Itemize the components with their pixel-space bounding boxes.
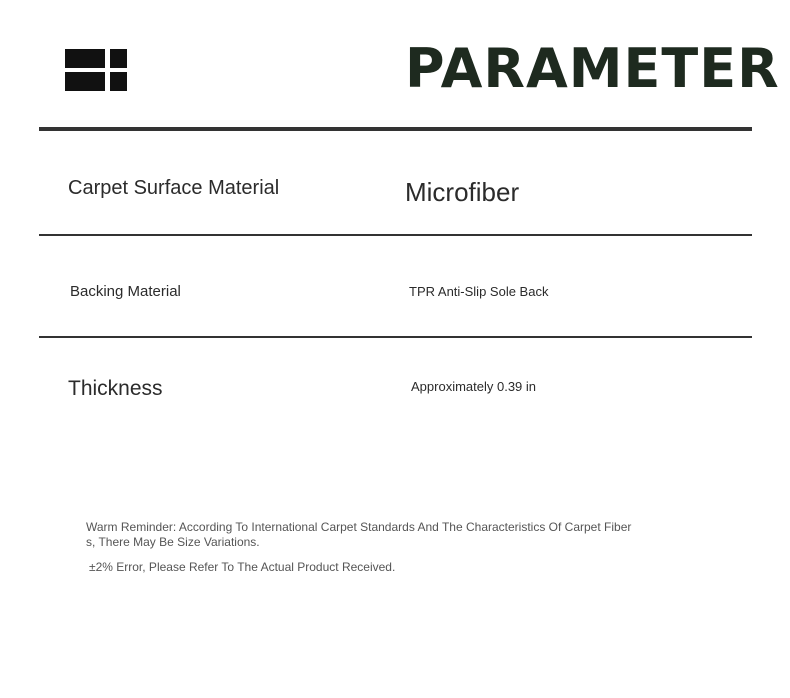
param-value-backing-material: TPR Anti-Slip Sole Back [409, 284, 549, 299]
param-value-surface-material: Microfiber [405, 177, 520, 207]
row-divider [39, 234, 752, 236]
page-title: PARAMETER [405, 37, 780, 100]
error-note: ±2% Error, Please Refer To The Actual Product Received. [89, 560, 396, 574]
row-divider [39, 336, 752, 338]
param-label-thickness: Thickness [68, 377, 163, 400]
param-label-backing-material: Backing Material [70, 283, 181, 300]
param-label-surface-material: Carpet Surface Material [68, 177, 280, 199]
grid-blocks-icon [65, 49, 127, 91]
warm-reminder-note [86, 520, 676, 550]
reminder-line-1: Warm Reminder: According To International Carpet Standards And The Characteristics Of Carpet Fiber [86, 520, 632, 534]
param-value-thickness: Approximately 0.39 in [411, 379, 537, 394]
reminder-line-2: s, There May Be Size Variations. [86, 535, 260, 549]
header-divider [39, 127, 752, 131]
